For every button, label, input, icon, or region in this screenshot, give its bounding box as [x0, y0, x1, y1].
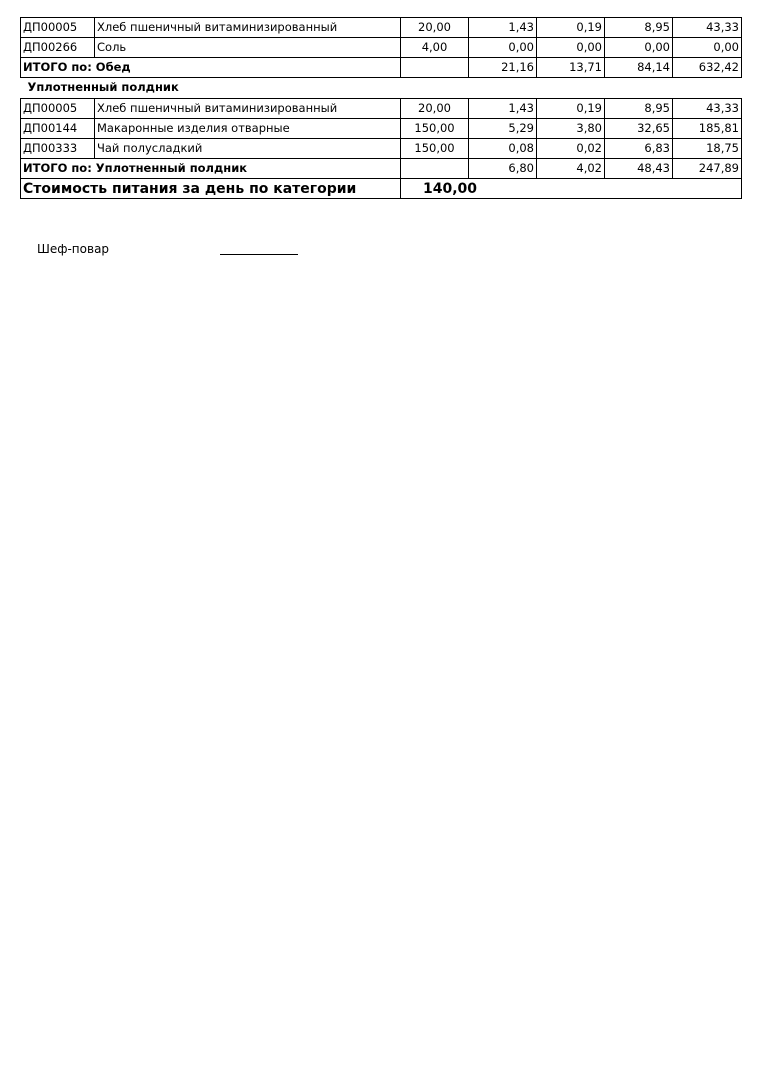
item-fat: 0,00	[537, 38, 605, 58]
total-label: ИТОГО по: Обед	[21, 58, 401, 78]
item-code: ДП00005	[21, 18, 95, 38]
item-protein: 0,00	[469, 38, 537, 58]
total-row-snack	[21, 159, 742, 179]
total-kcal: 247,89	[673, 159, 742, 179]
item-fat: 3,80	[537, 119, 605, 139]
item-kcal: 43,33	[673, 18, 742, 38]
item-protein: 1,43	[469, 18, 537, 38]
item-kcal: 43,33	[673, 99, 742, 119]
item-code: ДП00144	[21, 119, 95, 139]
daily-cost-value: 140,00	[401, 179, 537, 199]
item-weight: 20,00	[401, 18, 469, 38]
item-carbs: 6,83	[605, 139, 673, 159]
total-fat: 4,02	[537, 159, 605, 179]
daily-cost-label: Стоимость питания за день по категории	[21, 179, 401, 199]
total-weight-empty	[401, 159, 469, 179]
total-protein: 6,80	[469, 159, 537, 179]
table-row	[21, 38, 742, 58]
item-protein: 1,43	[469, 99, 537, 119]
item-code: ДП00005	[21, 99, 95, 119]
item-carbs: 0,00	[605, 38, 673, 58]
section-title: Уплотненный полдник	[21, 78, 742, 99]
total-label: ИТОГО по: Уплотненный полдник	[21, 159, 401, 179]
daily-cost-row	[21, 179, 742, 199]
item-name: Хлеб пшеничный витаминизированный	[95, 99, 401, 119]
item-code: ДП00333	[21, 139, 95, 159]
total-fat: 13,71	[537, 58, 605, 78]
daily-cost-empty	[537, 179, 742, 199]
item-fat: 0,02	[537, 139, 605, 159]
item-weight: 4,00	[401, 38, 469, 58]
total-carbs: 48,43	[605, 159, 673, 179]
total-kcal: 632,42	[673, 58, 742, 78]
table-row	[21, 18, 742, 38]
section-header	[21, 78, 742, 99]
table-row	[21, 139, 742, 159]
item-name: Соль	[95, 38, 401, 58]
item-kcal: 0,00	[673, 38, 742, 58]
item-kcal: 18,75	[673, 139, 742, 159]
item-weight: 20,00	[401, 99, 469, 119]
item-carbs: 8,95	[605, 99, 673, 119]
table-row	[21, 99, 742, 119]
total-weight-empty	[401, 58, 469, 78]
item-protein: 0,08	[469, 139, 537, 159]
item-protein: 5,29	[469, 119, 537, 139]
item-code: ДП00266	[21, 38, 95, 58]
item-weight: 150,00	[401, 119, 469, 139]
total-row-lunch	[21, 58, 742, 78]
item-name: Макаронные изделия отварные	[95, 119, 401, 139]
menu-table	[20, 17, 742, 199]
signature-label: Шеф-повар	[37, 242, 110, 256]
item-weight: 150,00	[401, 139, 469, 159]
item-fat: 0,19	[537, 18, 605, 38]
item-carbs: 8,95	[605, 18, 673, 38]
item-fat: 0,19	[537, 99, 605, 119]
signature-line	[220, 254, 298, 255]
total-protein: 21,16	[469, 58, 537, 78]
item-carbs: 32,65	[605, 119, 673, 139]
item-name: Чай полусладкий	[95, 139, 401, 159]
item-kcal: 185,81	[673, 119, 742, 139]
table-row	[21, 119, 742, 139]
total-carbs: 84,14	[605, 58, 673, 78]
item-name: Хлеб пшеничный витаминизированный	[95, 18, 401, 38]
